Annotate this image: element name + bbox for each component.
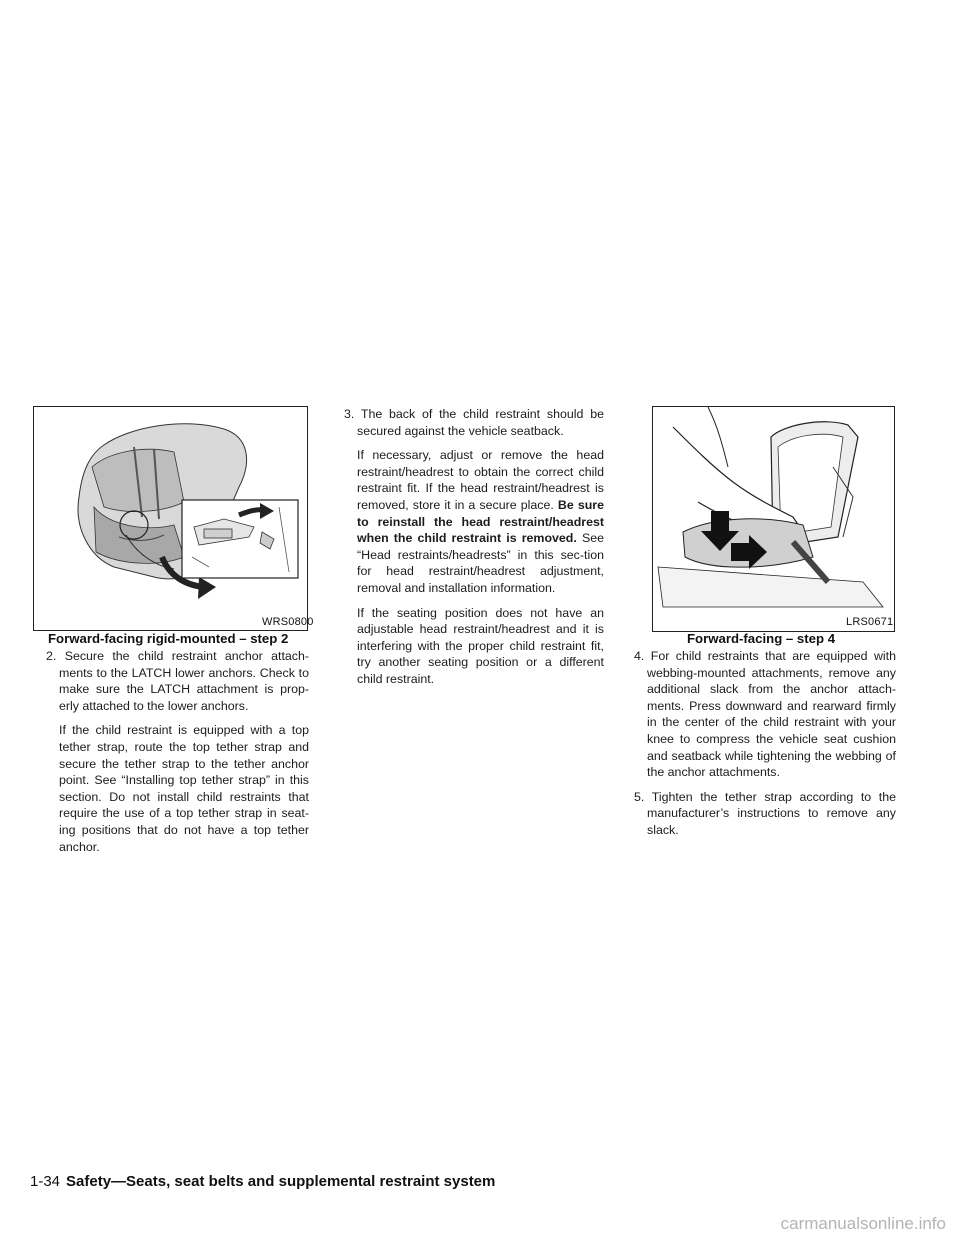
step-3-detail-a: If necessary, adjust or remove the head restraint/headrest to obtain the correct child restraint fit. If the head restraint/headrest is removed, store it in a secure place. [357, 448, 604, 512]
step-5: 5. Tighten the tether strap according to the manufacturer’s instructions to remove any slack. [634, 789, 896, 837]
step-3-alt: If the seating position does not have an adjustable head restraint/headrest and it is interfering with the proper child restraint fit, try another seating position or a different child restraint. [357, 605, 604, 686]
step-3-warning: Be sure to reinstall the head restraint/headrest when the child restraint is removed. [357, 497, 604, 546]
step-3-detail [344, 447, 604, 596]
figure2-caption: Forward-facing – step 4 [687, 631, 836, 646]
step-2-detail: If the child restraint is equipped with a top tether strap, route the top tether strap and secure the tether strap to the tether anchor point. See “Installing top tether strap” in this section. Do not install child restraints that require the use of a top tether strap in seat-ing positions that do not have a top tether anchor. [59, 723, 309, 854]
watermark: carmanualsonline.info [780, 1214, 946, 1233]
figure2-code: LRS0671 [846, 616, 894, 628]
child-seat-knee-press-icon [653, 407, 894, 631]
column-2 [344, 406, 604, 696]
page-footer [30, 1173, 495, 1190]
column-3 [634, 648, 896, 847]
figure1-caption: Forward-facing rigid-mounted – step 2 [48, 631, 289, 646]
step-3-detail-b: See “Head restraints/headrests” in this sec-tion for head restraint/headrest adjustment, removal and installation information. [357, 531, 604, 595]
figure-knee-press [652, 406, 895, 632]
step-2: 2. Secure the child restraint anchor attach-ments to the LATCH lower anchors. Check to make sure the LATCH attachment is prop-erly attached to the lower anchors. [46, 649, 309, 713]
section-title: Safety—Seats, seat belts and supplemental restraint system [66, 1173, 496, 1190]
figure1-code: WRS0800 [262, 616, 314, 628]
step-3: 3. The back of the child restraint should be secured against the vehicle seatback. [344, 407, 604, 438]
step-4: 4. For child restraints that are equipped with webbing-mounted attachments, remove any additional slack from the anchor attach-ments. Press downward and rearward firmly in the center of the child restraint with your knee to compress the vehicle seat cushion and seatback while tightening the webbing of the anchor attachments. [634, 649, 896, 780]
child-seat-latch-icon [34, 407, 307, 630]
column-1 [46, 648, 309, 863]
figure-latch-anchor [33, 406, 308, 631]
page-number: 1-34 [30, 1173, 61, 1190]
